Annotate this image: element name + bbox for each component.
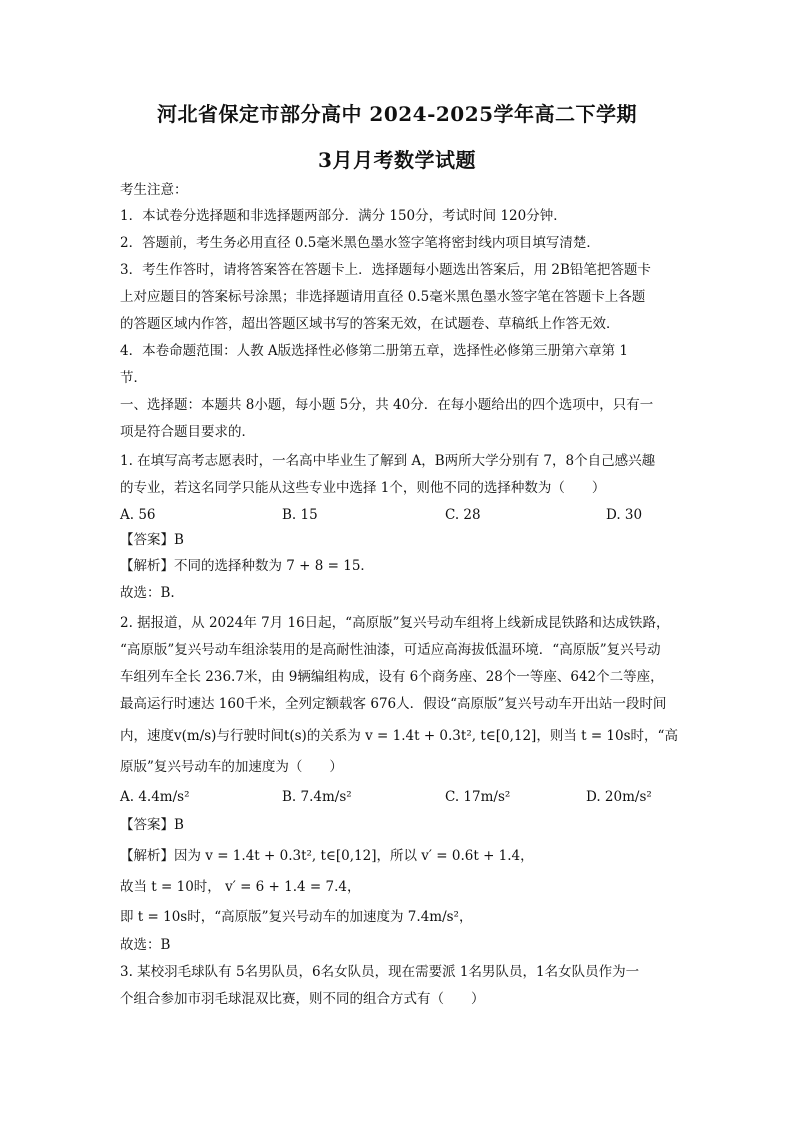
question-2-text-cont: 原版”复兴号动车的加速度为（ ） xyxy=(120,759,343,775)
notice-item: 3．考生作答时，请将答案答在答题卡上．选择题每小题选出答案后，用 2B铅笔把答题卡 xyxy=(120,262,651,278)
notice-item: 的答题区域内作答，超出答题区域书写的答案无效，在试题卷、草稿纸上作答无效． xyxy=(120,316,620,332)
option-d: D. 20m/s² xyxy=(586,789,652,805)
option-c: C. 28 xyxy=(445,507,481,523)
option-d: D. 30 xyxy=(606,507,643,523)
analysis-text: 【解析】因为 v = 1.4t + 0.3t², t∈[0,12]，所以 v′ = 0.6t + 1.4， xyxy=(120,848,534,864)
section-heading: 一、选择题：本题共 8小题，每小题 5分，共 40分．在每小题给出的四个选项中，只有一 xyxy=(120,397,654,413)
exam-title-line1: 河北省保定市部分高中 2024-2025学年高二下学期 xyxy=(156,102,638,126)
option-c: C. 17m/s² xyxy=(445,789,511,805)
question-1-text: 1. 在填写高考志愿表时，一名高中毕业生了解到 A，B两所大学分别有 7，8个自己感兴趣 xyxy=(120,453,656,469)
notice-item: 节． xyxy=(120,370,147,386)
conclusion-text: 故选：B. xyxy=(120,585,175,601)
question-2-text-cont: 车组列车全长 236.7米，由 9辆编组构成，设有 6个商务座、28个一等座、642个二等座， xyxy=(120,669,664,685)
analysis-text: 即 t = 10s时，“高原版”复兴号动车的加速度为 7.4m/s²， xyxy=(120,909,473,925)
answer-label: 【答案】B xyxy=(120,532,184,548)
conclusion-text: 故选：B xyxy=(120,937,171,953)
notice-item: 4．本卷命题范围：人教 A版选择性必修第二册第五章，选择性必修第三册第六章第 1 xyxy=(120,343,629,359)
notice-item: 上对应题目的答案标号涂黑；非选择题请用直径 0.5毫米黑色墨水签字笔在答题卡上各题 xyxy=(120,289,646,305)
analysis-text: 【解析】不同的选择种数为 7 + 8 = 15． xyxy=(120,558,374,574)
option-a: A. 56 xyxy=(120,507,156,523)
option-b: B. 7.4m/s² xyxy=(282,789,352,805)
notice-item: 2．答题前，考生务必用直径 0.5毫米黑色墨水签字笔将密封线内项目填写清楚． xyxy=(120,235,600,251)
question-2-text-cont: 内，速度v(m/s)与行驶时间t(s)的关系为 v = 1.4t + 0.3t², t∈[0,12]，则当 t = 10s时，“高 xyxy=(120,728,678,744)
question-2-text-cont: “高原版”复兴号动车组涂装用的是高耐性油漆，可适应高海拔低温环境．“高原版”复兴号动 xyxy=(120,642,661,658)
option-b: B. 15 xyxy=(282,507,318,523)
question-2-text: 2. 据报道，从 2024年 7月 16日起，“高原版”复兴号动车组将上线新成昆铁路和达成铁路， xyxy=(120,615,670,631)
question-1-text-cont: 的专业，若这名同学只能从这些专业中选择 1个，则他不同的选择种数为（ ） xyxy=(120,480,606,496)
question-3-text: 3. 某校羽毛球队有 5名男队员，6名女队员，现在需要派 1名男队员，1名女队员作为一 xyxy=(120,964,640,980)
option-a: A. 4.4m/s² xyxy=(120,789,190,805)
notice-heading: 考生注意： xyxy=(120,182,188,198)
notice-item: 1．本试卷分选择题和非选择题两部分．满分 150分，考试时间 120分钟． xyxy=(120,208,567,224)
question-3-text-cont: 个组合参加市羽毛球混双比赛，则不同的组合方式有（ ） xyxy=(120,991,485,1007)
answer-label: 【答案】B xyxy=(120,817,184,833)
question-2-text-cont: 最高运行时速达 160千米，全列定额载客 676人．假设“高原版”复兴号动车开出站一段时间 xyxy=(120,696,667,712)
analysis-text: 故当 t = 10时， v′ = 6 + 1.4 = 7.4， xyxy=(120,879,361,895)
section-heading-cont: 项是符合题目要求的． xyxy=(120,424,255,440)
exam-title-line2: 3月月考数学试题 xyxy=(318,148,476,172)
